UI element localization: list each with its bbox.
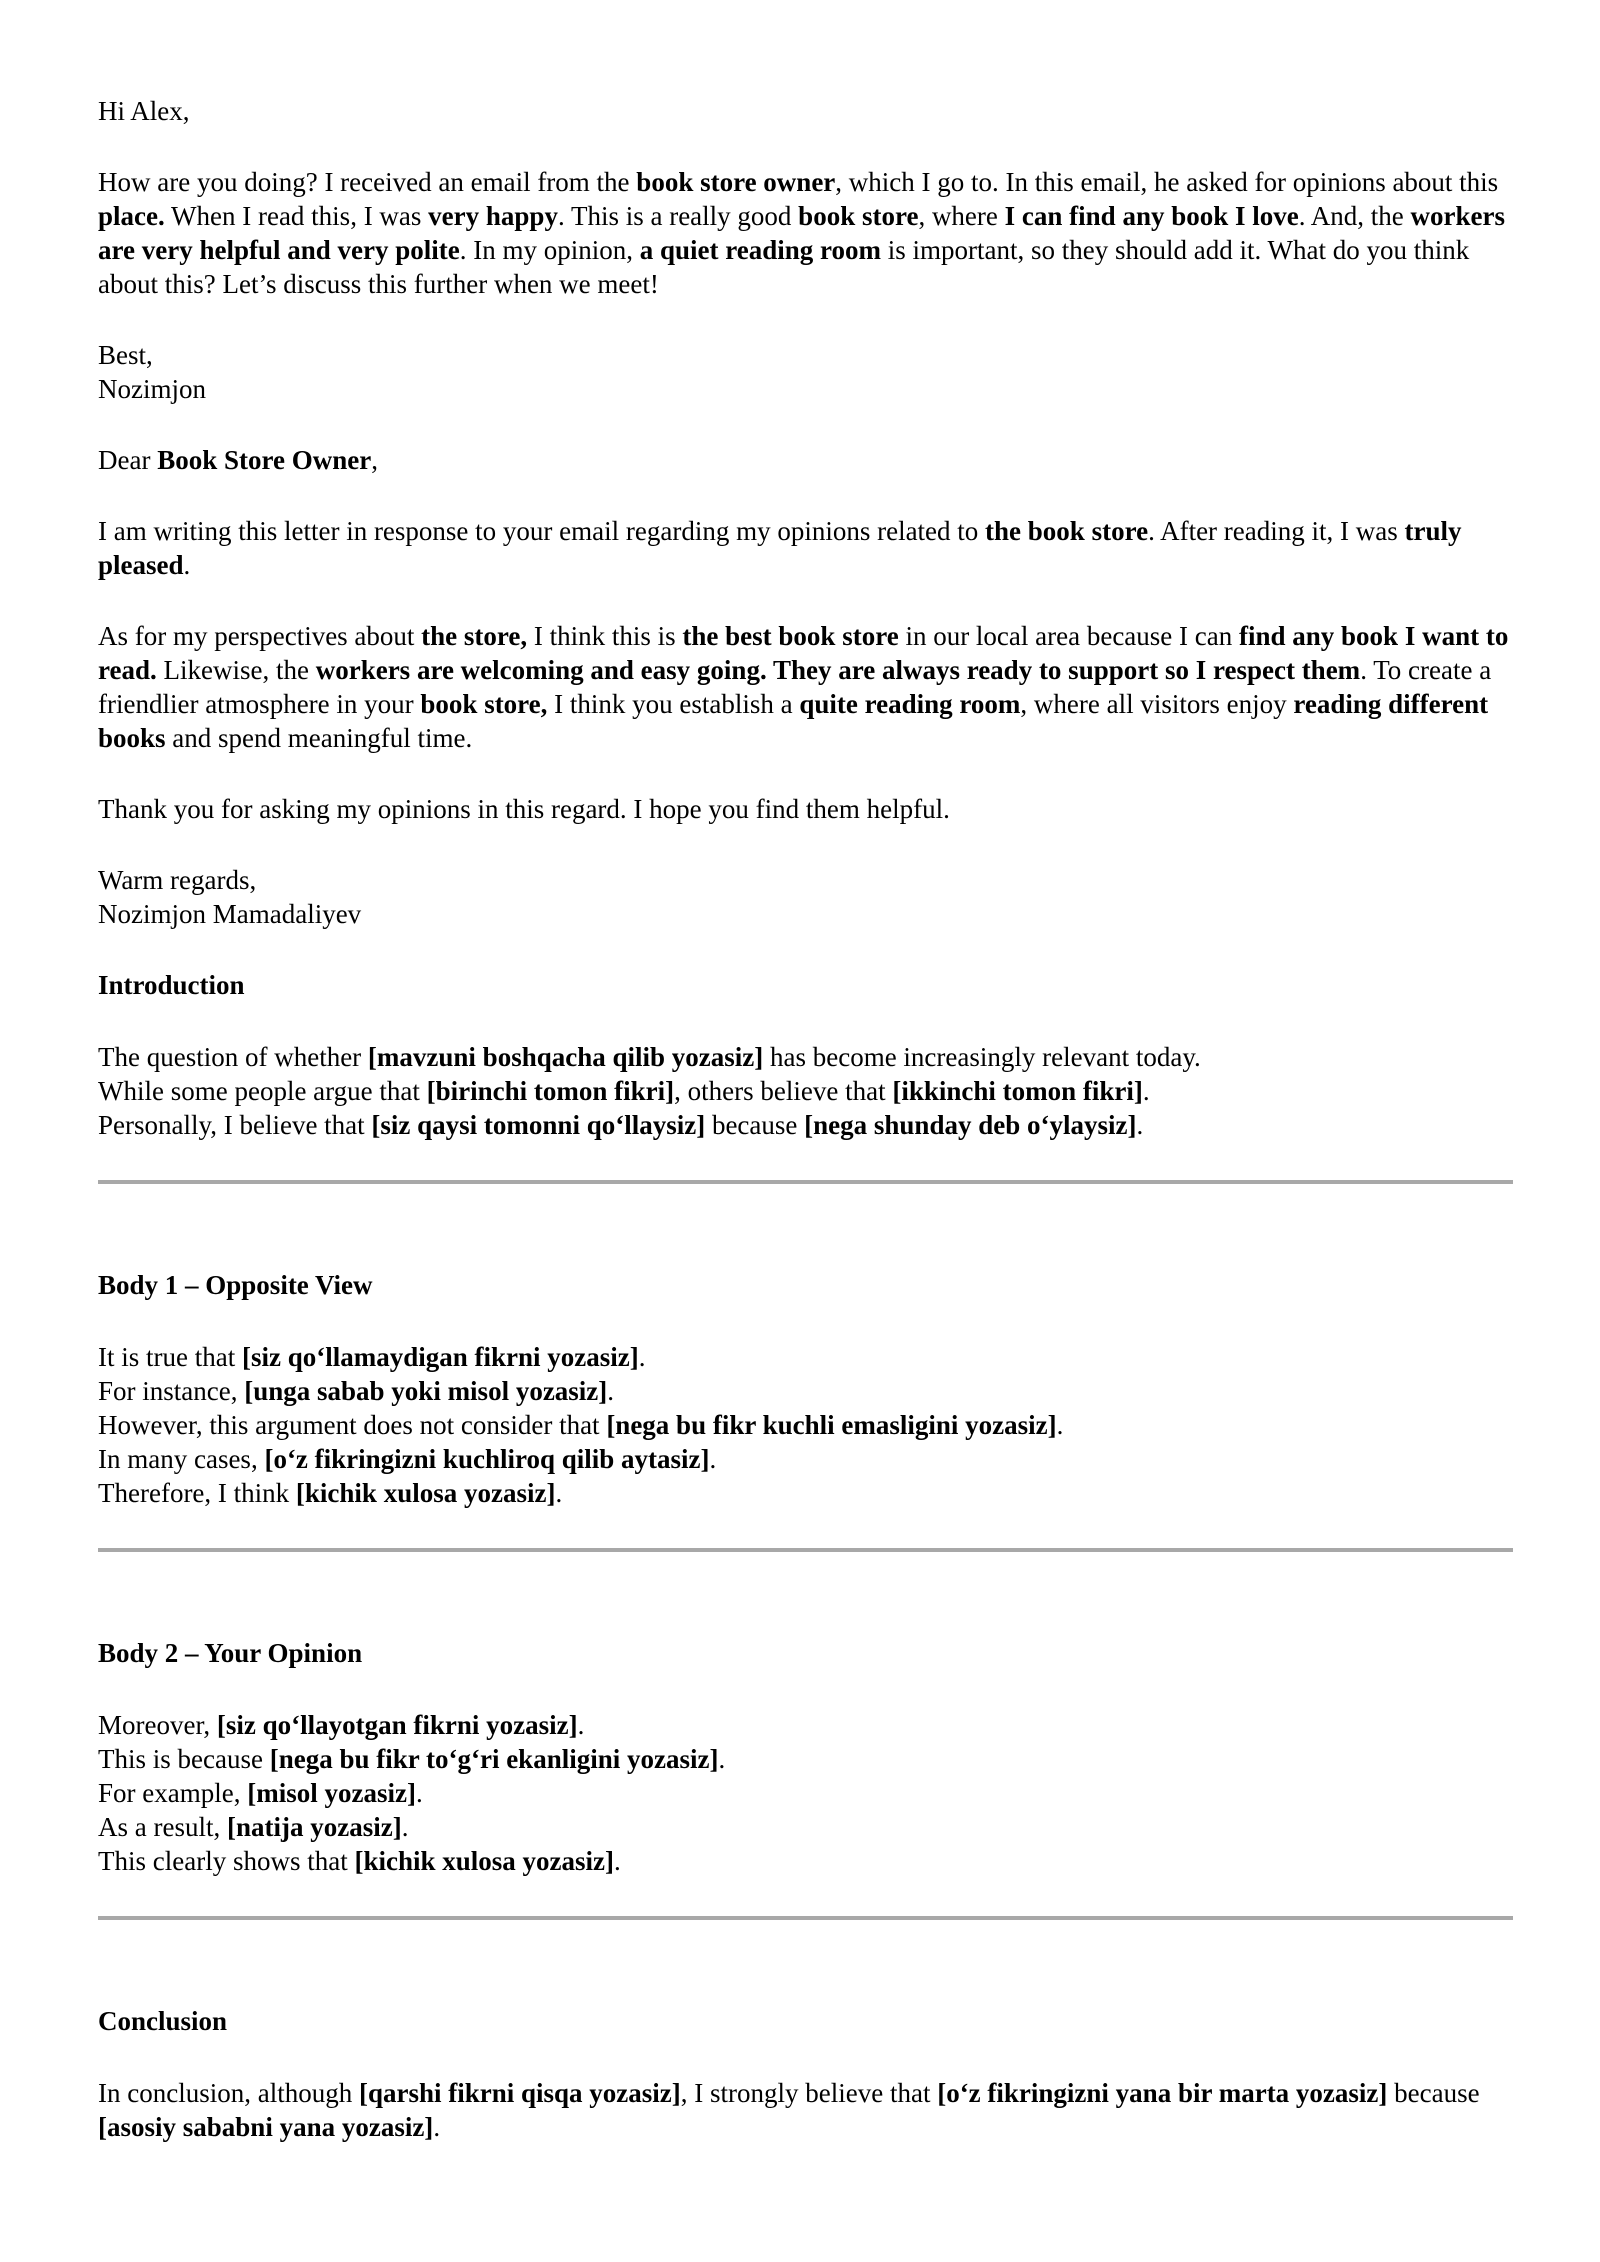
bold-text: [o‘z fikringizni kuchliroq qilib aytasiz]: [264, 1444, 710, 1474]
bold-text: reading different books: [98, 689, 1489, 753]
email-closing: Best,: [98, 340, 153, 370]
bold-text: [nega shunday deb o‘ylaysiz]: [804, 1110, 1137, 1140]
body1-text: [98, 1340, 1513, 1510]
email-signature: Nozimjon: [98, 374, 206, 404]
text-line: For instance, [unga sabab yoki misol yozasiz].: [98, 1376, 615, 1406]
bold-text: [o‘z fikringizni yana bir marta yozasiz]: [937, 2078, 1388, 2108]
text-line: Moreover, [siz qo‘llayotgan fikrni yozasiz].: [98, 1710, 585, 1740]
text-line: Therefore, I think [kichik xulosa yozasiz].: [98, 1478, 563, 1508]
bold-text: [nega bu fikr to‘g‘ri ekanligini yozasiz]: [269, 1744, 719, 1774]
letter-paragraph-1: I am writing this letter in response to your email regarding my opinions related to the book store. After reading it, I was truly pleased.: [98, 516, 1462, 580]
text-line: This is because [nega bu fikr to‘g‘ri ekanligini yozasiz].: [98, 1744, 726, 1774]
introduction-text: [98, 1040, 1513, 1142]
bold-text: [unga sabab yoki misol yozasiz]: [244, 1376, 608, 1406]
bold-text: [misol yozasiz]: [247, 1778, 416, 1808]
text-line: The question of whether [mavzuni boshqacha qilib yozasiz] has become increasingly relevant today.: [98, 1042, 1201, 1072]
text-line: However, this argument does not consider that [nega bu fikr kuchli emasligini yozasiz].: [98, 1410, 1064, 1440]
introduction-heading: Introduction: [98, 970, 245, 1000]
bold-text: book store,: [420, 689, 548, 719]
bold-text: workers are welcoming and easy going. They are always ready to support so I respect them: [315, 655, 1361, 685]
bold-text: [birinchi tomon fikri]: [426, 1076, 675, 1106]
letter-paragraph-2: As for my perspectives about the store, I think this is the best book store in our local area because I can find any book I want to read. Likewise, the workers are welcoming and easy going. They are always ready to support so I respect them. To create a friendlier atmosphere in your book store, I think you establish a quite reading room, where all visitors enjoy reading different books and spend meaningful time.: [98, 621, 1509, 753]
bold-text: the store,: [421, 621, 528, 651]
section-divider-3: [98, 1916, 1513, 1920]
bold-text: [siz qaysi tomonni qo‘llaysiz]: [371, 1110, 706, 1140]
bold-text: truly pleased: [98, 516, 1462, 580]
conclusion-heading: Conclusion: [98, 2006, 228, 2036]
bold-text: Book Store Owner: [157, 445, 372, 475]
bold-text: [natija yozasiz]: [226, 1812, 402, 1842]
bold-text: [qarshi fikrni qisqa yozasiz]: [358, 2078, 681, 2108]
bold-text: quite reading room: [799, 689, 1021, 719]
bold-text: I can find any book I love: [1004, 201, 1299, 231]
bold-text: find any book I want to read.: [98, 621, 1509, 685]
bold-text: [siz qo‘llayotgan fikrni yozasiz]: [216, 1710, 578, 1740]
bold-text: workers are very helpful and very polite: [98, 201, 1505, 265]
letter-salutation: Dear Book Store Owner,: [98, 445, 378, 475]
body1-heading: Body 1 – Opposite View: [98, 1270, 373, 1300]
document-page: [98, 94, 1513, 2144]
bold-text: the book store: [985, 516, 1149, 546]
bold-text: very happy: [428, 201, 558, 231]
email-body: How are you doing? I received an email from the book store owner, which I go to. In this email, he asked for opinions about this place. When I read this, I was very happy. This is a really good book store, where I can find any book I love. And, the workers are very helpful and very polite. In my opinion, a quiet reading room is important, so they should add it. What do you think about this? Let’s discuss this further when we meet!: [98, 167, 1505, 299]
text-line: It is true that [siz qo‘llamaydigan fikrni yozasiz].: [98, 1342, 646, 1372]
bold-text: book store owner: [636, 167, 836, 197]
email-greeting: Hi Alex,: [98, 96, 190, 126]
text-line: While some people argue that [birinchi tomon fikri], others believe that [ikkinchi tomon fikri].: [98, 1076, 1150, 1106]
bold-text: [mavzuni boshqacha qilib yozasiz]: [367, 1042, 764, 1072]
bold-text: [ikkinchi tomon fikri]: [892, 1076, 1143, 1106]
body2-heading: Body 2 – Your Opinion: [98, 1638, 363, 1668]
text-line: Personally, I believe that [siz qaysi tomonni qo‘llaysiz] because [nega shunday deb o‘ylaysiz].: [98, 1110, 1144, 1140]
body2-text: [98, 1708, 1513, 1878]
section-divider-1: [98, 1180, 1513, 1184]
letter-paragraph-3: Thank you for asking my opinions in this regard. I hope you find them helpful.: [98, 794, 950, 824]
bold-text: [nega bu fikr kuchli emasligini yozasiz]: [606, 1410, 1057, 1440]
bold-text: the best book store: [682, 621, 899, 651]
text-line: As a result, [natija yozasiz].: [98, 1812, 409, 1842]
letter-closing: Warm regards,: [98, 865, 257, 895]
bold-text: book store: [798, 201, 919, 231]
bold-text: [asosiy sababni yana yozasiz]: [98, 2112, 434, 2142]
conclusion-text: In conclusion, although [qarshi fikrni qisqa yozasiz], I strongly believe that [o‘z fikringizni yana bir marta yozasiz] because [asosiy sababni yana yozasiz].: [98, 2078, 1480, 2142]
bold-text: a quiet reading room: [639, 235, 881, 265]
text-line: This clearly shows that [kichik xulosa yozasiz].: [98, 1846, 621, 1876]
bold-text: place.: [98, 201, 165, 231]
section-divider-2: [98, 1548, 1513, 1552]
letter-signature: Nozimjon Mamadaliyev: [98, 899, 362, 929]
text-line: For example, [misol yozasiz].: [98, 1778, 423, 1808]
bold-text: [kichik xulosa yozasiz]: [295, 1478, 556, 1508]
bold-text: [kichik xulosa yozasiz]: [354, 1846, 614, 1876]
bold-text: [siz qo‘llamaydigan fikrni yozasiz]: [241, 1342, 639, 1372]
text-line: In many cases, [o‘z fikringizni kuchliroq qilib aytasiz].: [98, 1444, 717, 1474]
